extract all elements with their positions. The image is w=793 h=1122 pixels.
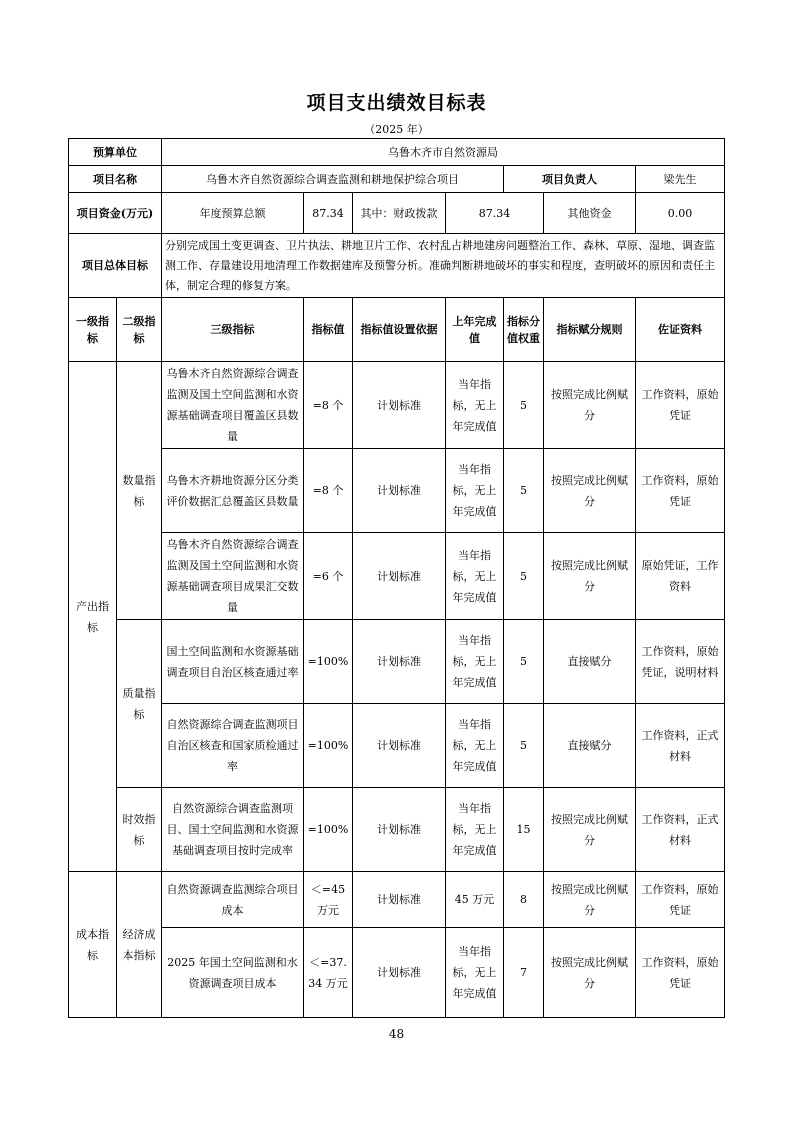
page-title: 项目支出绩效目标表 xyxy=(306,92,487,114)
other-label: 其他资金 xyxy=(544,193,636,234)
group-economic: 经济成本指标 xyxy=(117,872,162,1018)
last-year-cell: 当年指标，无上年完成值 xyxy=(446,620,504,704)
weight-cell: 7 xyxy=(504,928,544,1018)
goal-value: 分别完成国土变更调查、卫片执法、耕地卫片工作、农村乱占耕地建房问题整治工作、森林、草原、湿地、调查监测工作、存量建设用地清理工作数据建库及预警分析。准确判断耕地破坏的事实和程度，查明破坏的原因和责任主体，制定合理的修复方案。 xyxy=(162,234,725,298)
other-value: 0.00 xyxy=(636,193,725,234)
table-row xyxy=(69,362,725,449)
basis-cell: 计划标准 xyxy=(353,620,446,704)
leader-value: 梁先生 xyxy=(636,166,725,193)
indicator-cell: 乌鲁木齐自然资源综合调查监测及国土空间监测和水资源基础调查项目成果汇交数量 xyxy=(162,533,304,620)
group-output: 产出指标 xyxy=(69,362,117,872)
last-year-cell: 当年指标，无上年完成值 xyxy=(446,533,504,620)
evidence-cell: 工作资料，原始凭证 xyxy=(636,928,725,1018)
indicator-cell: 乌鲁木齐耕地资源分区分类评价数据汇总覆盖区县数量 xyxy=(162,449,304,533)
basis-cell: 计划标准 xyxy=(353,928,446,1018)
rule-cell: 按照完成比例赋分 xyxy=(544,872,636,928)
evidence-cell: 工作资料，原始凭证，说明材料 xyxy=(636,620,725,704)
value-cell: =6 个 xyxy=(304,533,353,620)
col-level3: 三级指标 xyxy=(162,298,304,362)
value-cell: =100% xyxy=(304,788,353,872)
evidence-cell: 工作资料，原始凭证 xyxy=(636,449,725,533)
rule-cell: 直接赋分 xyxy=(544,704,636,788)
weight-cell: 5 xyxy=(504,704,544,788)
col-last-year: 上年完成值 xyxy=(446,298,504,362)
table-row xyxy=(69,449,725,533)
basis-cell: 计划标准 xyxy=(353,449,446,533)
evidence-cell: 原始凭证，工作资料 xyxy=(636,533,725,620)
col-level2: 二级指标 xyxy=(117,298,162,362)
basis-cell: 计划标准 xyxy=(353,704,446,788)
rule-cell: 直接赋分 xyxy=(544,620,636,704)
performance-table xyxy=(68,138,725,1018)
project-name-label: 项目名称 xyxy=(69,166,162,193)
project-name-value: 乌鲁木齐自然资源综合调查监测和耕地保护综合项目 xyxy=(162,166,504,193)
weight-cell: 15 xyxy=(504,788,544,872)
indicator-cell: 2025 年国土空间监测和水资源调查项目成本 xyxy=(162,928,304,1018)
rule-cell: 按照完成比例赋分 xyxy=(544,928,636,1018)
indicator-cell: 自然资源综合调查监测项目自治区核查和国家质检通过率 xyxy=(162,704,304,788)
indicator-cell: 自然资源调查监测综合项目成本 xyxy=(162,872,304,928)
fiscal-label: 其中：财政拨款 xyxy=(353,193,446,234)
goal-label: 项目总体目标 xyxy=(69,234,162,298)
weight-cell: 5 xyxy=(504,533,544,620)
indicator-cell: 自然资源综合调查监测项目、国土空间监测和水资源基础调查项目按时完成率 xyxy=(162,788,304,872)
fund-label: 项目资金(万元) xyxy=(69,193,162,234)
rule-cell: 按照完成比例赋分 xyxy=(544,533,636,620)
table-row xyxy=(69,872,725,928)
rule-cell: 按照完成比例赋分 xyxy=(544,362,636,449)
value-cell: =8 个 xyxy=(304,362,353,449)
table-row xyxy=(69,704,725,788)
weight-cell: 5 xyxy=(504,620,544,704)
group-cost: 成本指标 xyxy=(69,872,117,1018)
col-basis: 指标值设置依据 xyxy=(353,298,446,362)
indicator-cell: 乌鲁木齐自然资源综合调查监测及国土空间监测和水资源基础调查项目覆盖区县数量 xyxy=(162,362,304,449)
col-weight: 指标分值权重 xyxy=(504,298,544,362)
evidence-cell: 工作资料，原始凭证 xyxy=(636,872,725,928)
basis-cell: 计划标准 xyxy=(353,788,446,872)
col-rule: 指标赋分规则 xyxy=(544,298,636,362)
weight-cell: 5 xyxy=(504,449,544,533)
weight-cell: 8 xyxy=(504,872,544,928)
evidence-cell: 工作资料，原始凭证 xyxy=(636,362,725,449)
last-year-cell: 当年指标，无上年完成值 xyxy=(446,362,504,449)
value-cell: =100% xyxy=(304,704,353,788)
leader-label: 项目负责人 xyxy=(504,166,636,193)
last-year-cell: 当年指标，无上年完成值 xyxy=(446,788,504,872)
table-row xyxy=(69,533,725,620)
group-quantity: 数量指标 xyxy=(117,362,162,620)
indicator-cell: 国土空间监测和水资源基础调查项目自治区核查通过率 xyxy=(162,620,304,704)
value-cell: ＜=37.34 万元 xyxy=(304,928,353,1018)
fiscal-value: 87.34 xyxy=(446,193,544,234)
value-cell: ＜=45 万元 xyxy=(304,872,353,928)
col-evidence: 佐证资料 xyxy=(636,298,725,362)
evidence-cell: 工作资料，正式材料 xyxy=(636,704,725,788)
basis-cell: 计划标准 xyxy=(353,533,446,620)
budget-unit-label: 预算单位 xyxy=(69,139,162,166)
page-number: 48 xyxy=(388,1027,405,1041)
last-year-cell: 当年指标，无上年完成值 xyxy=(446,928,504,1018)
last-year-cell: 45 万元 xyxy=(446,872,504,928)
table-row xyxy=(69,928,725,1018)
basis-cell: 计划标准 xyxy=(353,362,446,449)
evidence-cell: 工作资料，正式材料 xyxy=(636,788,725,872)
budget-unit-value: 乌鲁木齐市自然资源局 xyxy=(162,139,725,166)
rule-cell: 按照完成比例赋分 xyxy=(544,788,636,872)
group-quality: 质量指标 xyxy=(117,620,162,788)
annual-budget-label: 年度预算总额 xyxy=(162,193,304,234)
basis-cell: 计划标准 xyxy=(353,872,446,928)
table-row xyxy=(69,788,725,872)
value-cell: =100% xyxy=(304,620,353,704)
year-label: （2025 年） xyxy=(364,123,429,136)
value-cell: =8 个 xyxy=(304,449,353,533)
rule-cell: 按照完成比例赋分 xyxy=(544,449,636,533)
annual-budget-value: 87.34 xyxy=(304,193,353,234)
weight-cell: 5 xyxy=(504,362,544,449)
group-timeliness: 时效指标 xyxy=(117,788,162,872)
table-row xyxy=(69,620,725,704)
col-value: 指标值 xyxy=(304,298,353,362)
last-year-cell: 当年指标，无上年完成值 xyxy=(446,449,504,533)
last-year-cell: 当年指标，无上年完成值 xyxy=(446,704,504,788)
col-level1: 一级指标 xyxy=(69,298,117,362)
